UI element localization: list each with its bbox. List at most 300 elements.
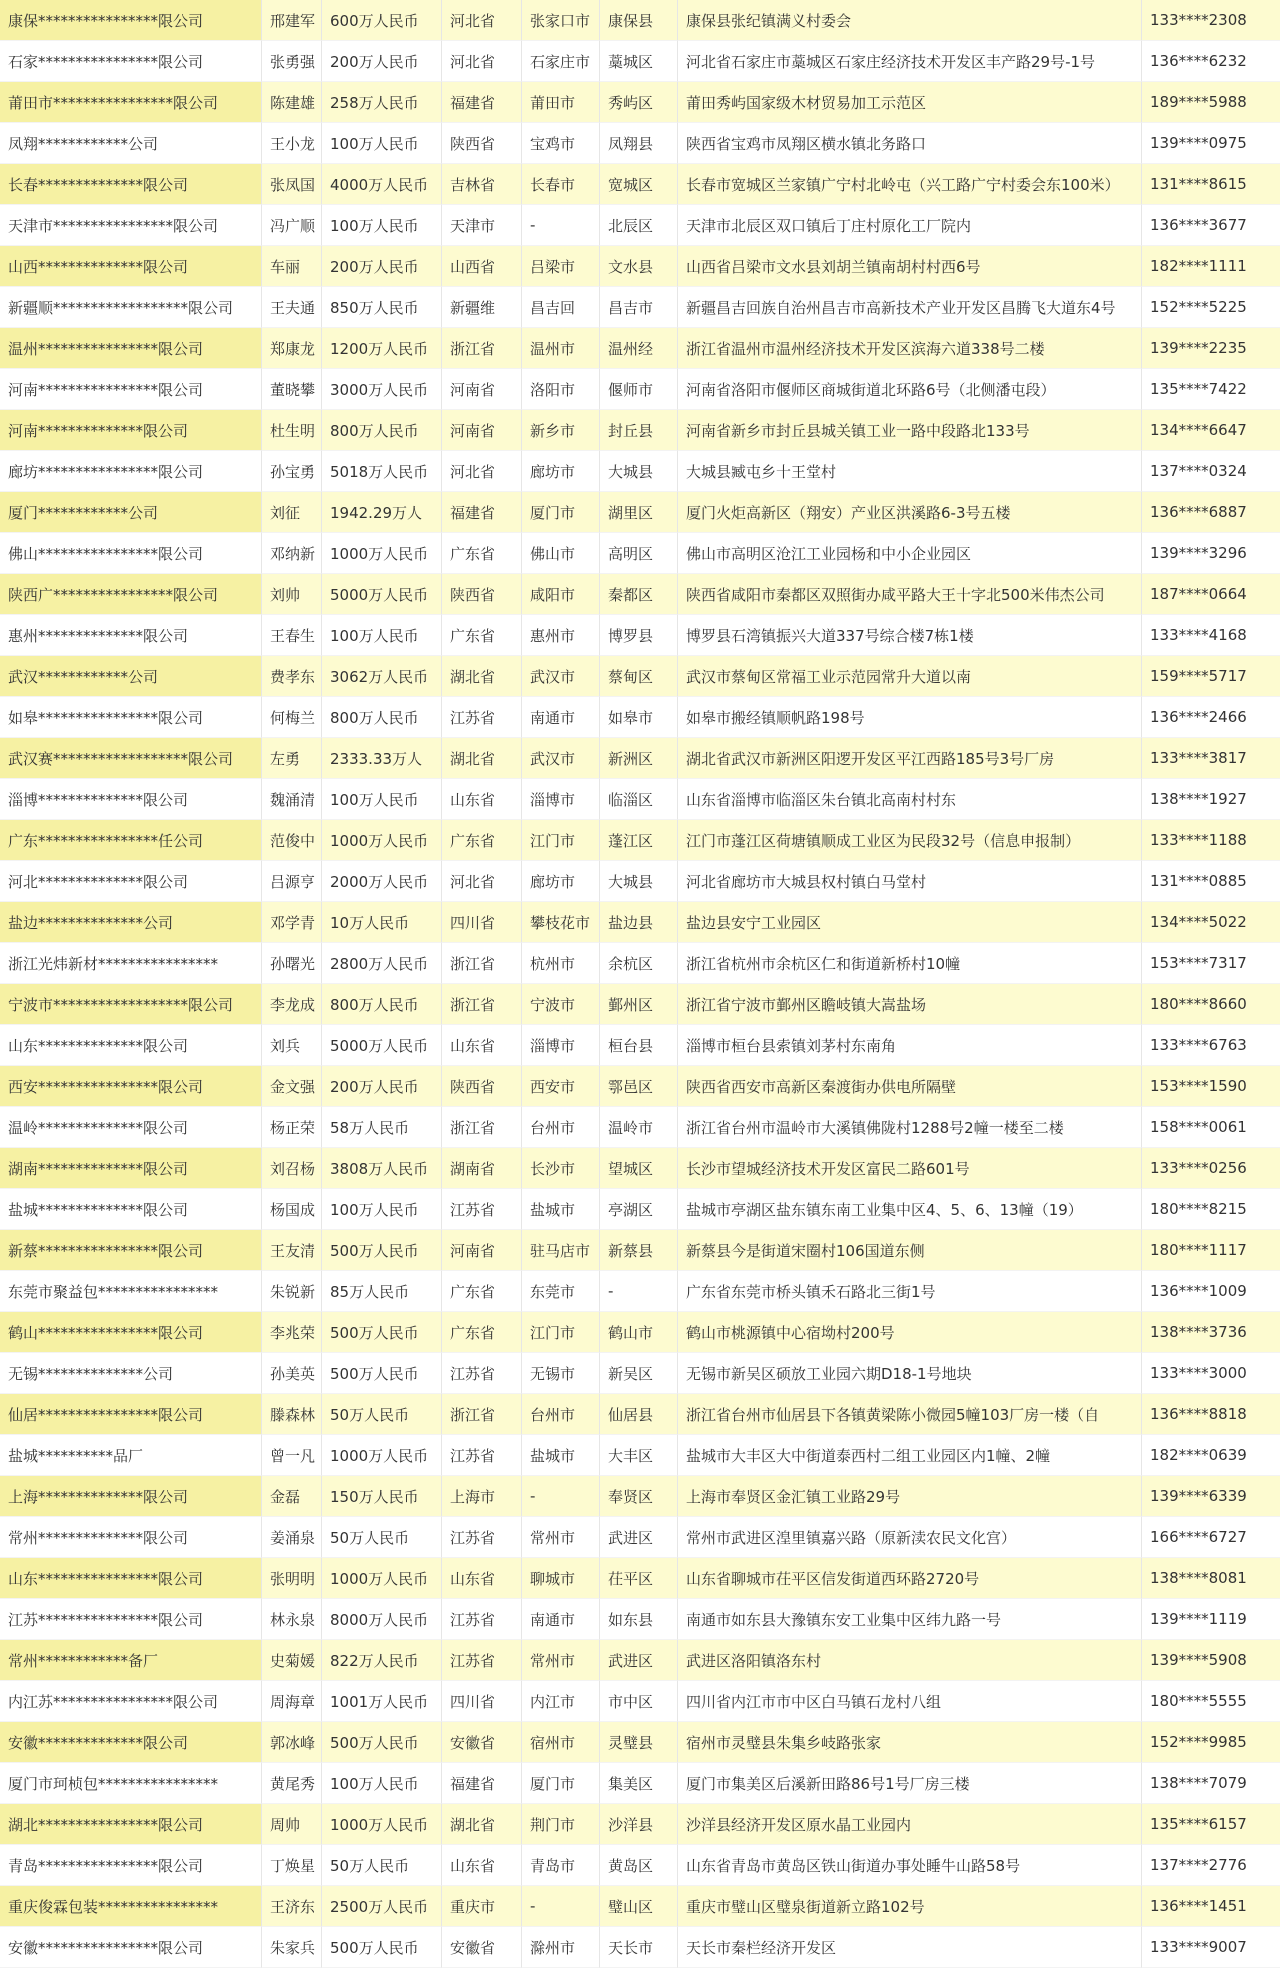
- capital-cell: 50万人民币: [322, 1517, 442, 1558]
- legal-rep-cell: 孙宝勇: [262, 451, 322, 492]
- phone-cell: 135****7422: [1142, 369, 1280, 410]
- legal-rep-cell: 刘兵: [262, 1025, 322, 1066]
- province-cell: 河北省: [442, 861, 522, 902]
- district-cell: 封丘县: [600, 410, 678, 451]
- district-cell: -: [600, 1271, 678, 1312]
- district-cell: 如东县: [600, 1599, 678, 1640]
- province-cell: 吉林省: [442, 164, 522, 205]
- legal-rep-cell: 范俊中: [262, 820, 322, 861]
- table-row: [0, 533, 1280, 574]
- table-row: [0, 779, 1280, 820]
- company-name-cell: 山东****************限公司: [0, 1558, 262, 1599]
- capital-cell: 100万人民币: [322, 205, 442, 246]
- table-row: [0, 656, 1280, 697]
- address-cell: 河南省新乡市封丘县城关镇工业一路中段路北133号: [678, 410, 1142, 451]
- address-cell: 山东省淄博市临淄区朱台镇北高南村村东: [678, 779, 1142, 820]
- capital-cell: 100万人民币: [322, 615, 442, 656]
- district-cell: 大城县: [600, 861, 678, 902]
- table-row: [0, 1066, 1280, 1107]
- phone-cell: 153****1590: [1142, 1066, 1280, 1107]
- phone-cell: 131****0885: [1142, 861, 1280, 902]
- legal-rep-cell: 何梅兰: [262, 697, 322, 738]
- capital-cell: 85万人民币: [322, 1271, 442, 1312]
- legal-rep-cell: 吕源亨: [262, 861, 322, 902]
- address-cell: 重庆市璧山区璧泉街道新立路102号: [678, 1886, 1142, 1927]
- phone-cell: 131****8615: [1142, 164, 1280, 205]
- city-cell: 青岛市: [522, 1845, 600, 1886]
- province-cell: 江苏省: [442, 1599, 522, 1640]
- city-cell: 昌吉回: [522, 287, 600, 328]
- table-row: [0, 1230, 1280, 1271]
- legal-rep-cell: 金磊: [262, 1476, 322, 1517]
- legal-rep-cell: 曾一凡: [262, 1435, 322, 1476]
- province-cell: 河北省: [442, 451, 522, 492]
- address-cell: 长沙市望城经济技术开发区富民二路601号: [678, 1148, 1142, 1189]
- company-name-cell: 惠州**************限公司: [0, 615, 262, 656]
- city-cell: 常州市: [522, 1640, 600, 1681]
- capital-cell: 100万人民币: [322, 123, 442, 164]
- phone-cell: 133****2308: [1142, 0, 1280, 41]
- capital-cell: 500万人民币: [322, 1927, 442, 1968]
- phone-cell: 153****7317: [1142, 943, 1280, 984]
- legal-rep-cell: 金文强: [262, 1066, 322, 1107]
- district-cell: 仙居县: [600, 1394, 678, 1435]
- company-name-cell: 无锡**************公司: [0, 1353, 262, 1394]
- capital-cell: 4000万人民币: [322, 164, 442, 205]
- address-cell: 厦门市集美区后溪新田路86号1号厂房三楼: [678, 1763, 1142, 1804]
- capital-cell: 500万人民币: [322, 1312, 442, 1353]
- phone-cell: 136****1451: [1142, 1886, 1280, 1927]
- company-name-cell: 内江苏****************限公司: [0, 1681, 262, 1722]
- district-cell: 市中区: [600, 1681, 678, 1722]
- company-name-cell: 厦门************公司: [0, 492, 262, 533]
- table-row: [0, 205, 1280, 246]
- capital-cell: 200万人民币: [322, 246, 442, 287]
- legal-rep-cell: 杨国成: [262, 1189, 322, 1230]
- district-cell: 博罗县: [600, 615, 678, 656]
- table-row: [0, 861, 1280, 902]
- company-name-cell: 广东****************任公司: [0, 820, 262, 861]
- table-row: [0, 41, 1280, 82]
- capital-cell: 10万人民币: [322, 902, 442, 943]
- legal-rep-cell: 李龙成: [262, 984, 322, 1025]
- address-cell: 鹤山市桃源镇中心宿坳村200号: [678, 1312, 1142, 1353]
- district-cell: 鄞州区: [600, 984, 678, 1025]
- company-name-cell: 重庆俊霖包装****************: [0, 1886, 262, 1927]
- address-cell: 盐边县安宁工业园区: [678, 902, 1142, 943]
- capital-cell: 500万人民币: [322, 1722, 442, 1763]
- city-cell: 聊城市: [522, 1558, 600, 1599]
- capital-cell: 850万人民币: [322, 287, 442, 328]
- city-cell: 西安市: [522, 1066, 600, 1107]
- table-row: [0, 1353, 1280, 1394]
- city-cell: 荆门市: [522, 1804, 600, 1845]
- phone-cell: 159****5717: [1142, 656, 1280, 697]
- city-cell: 廊坊市: [522, 861, 600, 902]
- province-cell: 河北省: [442, 41, 522, 82]
- phone-cell: 135****6157: [1142, 1804, 1280, 1845]
- city-cell: 武汉市: [522, 656, 600, 697]
- phone-cell: 166****6727: [1142, 1517, 1280, 1558]
- city-cell: 宝鸡市: [522, 123, 600, 164]
- city-cell: 武汉市: [522, 738, 600, 779]
- capital-cell: 1200万人民币: [322, 328, 442, 369]
- province-cell: 广东省: [442, 820, 522, 861]
- city-cell: 厦门市: [522, 1763, 600, 1804]
- province-cell: 湖北省: [442, 656, 522, 697]
- table-row: [0, 615, 1280, 656]
- city-cell: 新乡市: [522, 410, 600, 451]
- province-cell: 四川省: [442, 902, 522, 943]
- table-row: [0, 451, 1280, 492]
- phone-cell: 133****3817: [1142, 738, 1280, 779]
- company-name-cell: 仙居****************限公司: [0, 1394, 262, 1435]
- company-name-cell: 莆田市****************限公司: [0, 82, 262, 123]
- table-row: [0, 943, 1280, 984]
- city-cell: 驻马店市: [522, 1230, 600, 1271]
- capital-cell: 2500万人民币: [322, 1886, 442, 1927]
- province-cell: 广东省: [442, 1271, 522, 1312]
- city-cell: 长春市: [522, 164, 600, 205]
- company-name-cell: 河南****************限公司: [0, 369, 262, 410]
- legal-rep-cell: 陈建雄: [262, 82, 322, 123]
- address-cell: 广东省东莞市桥头镇禾石路北三街1号: [678, 1271, 1142, 1312]
- capital-cell: 800万人民币: [322, 984, 442, 1025]
- city-cell: 石家庄市: [522, 41, 600, 82]
- district-cell: 鄠邑区: [600, 1066, 678, 1107]
- company-name-cell: 如皋****************限公司: [0, 697, 262, 738]
- company-name-cell: 山东**************限公司: [0, 1025, 262, 1066]
- table-row: [0, 1599, 1280, 1640]
- table-row: [0, 1476, 1280, 1517]
- company-name-cell: 佛山****************限公司: [0, 533, 262, 574]
- province-cell: 湖北省: [442, 1804, 522, 1845]
- city-cell: 淄博市: [522, 779, 600, 820]
- phone-cell: 182****1111: [1142, 246, 1280, 287]
- district-cell: 秀屿区: [600, 82, 678, 123]
- legal-rep-cell: 张勇强: [262, 41, 322, 82]
- phone-cell: 180****8660: [1142, 984, 1280, 1025]
- province-cell: 江苏省: [442, 1640, 522, 1681]
- address-cell: 盐城市大丰区大中街道泰西村二组工业园区内1幢、2幢: [678, 1435, 1142, 1476]
- city-cell: 杭州市: [522, 943, 600, 984]
- legal-rep-cell: 孙美英: [262, 1353, 322, 1394]
- district-cell: 康保县: [600, 0, 678, 41]
- city-cell: 淄博市: [522, 1025, 600, 1066]
- phone-cell: 133****0256: [1142, 1148, 1280, 1189]
- district-cell: 昌吉市: [600, 287, 678, 328]
- province-cell: 新疆维: [442, 287, 522, 328]
- phone-cell: 158****0061: [1142, 1107, 1280, 1148]
- capital-cell: 1001万人民币: [322, 1681, 442, 1722]
- address-cell: 莆田秀屿国家级木材贸易加工示范区: [678, 82, 1142, 123]
- capital-cell: 1000万人民币: [322, 1804, 442, 1845]
- table-row: [0, 1189, 1280, 1230]
- company-name-cell: 青岛****************限公司: [0, 1845, 262, 1886]
- province-cell: 江苏省: [442, 1353, 522, 1394]
- address-cell: 常州市武进区湟里镇嘉兴路（原新渎农民文化宫）: [678, 1517, 1142, 1558]
- district-cell: 璧山区: [600, 1886, 678, 1927]
- address-cell: 浙江省杭州市余杭区仁和街道新桥村10幢: [678, 943, 1142, 984]
- phone-cell: 133****4168: [1142, 615, 1280, 656]
- legal-rep-cell: 邢建军: [262, 0, 322, 41]
- district-cell: 余杭区: [600, 943, 678, 984]
- company-name-cell: 新疆顺******************限公司: [0, 287, 262, 328]
- phone-cell: 180****1117: [1142, 1230, 1280, 1271]
- legal-rep-cell: 王小龙: [262, 123, 322, 164]
- phone-cell: 136****3677: [1142, 205, 1280, 246]
- phone-cell: 189****5988: [1142, 82, 1280, 123]
- company-name-cell: 陕西广****************限公司: [0, 574, 262, 615]
- province-cell: 天津市: [442, 205, 522, 246]
- capital-cell: 3000万人民币: [322, 369, 442, 410]
- phone-cell: 136****6887: [1142, 492, 1280, 533]
- address-cell: 陕西省西安市高新区秦渡街办供电所隔壁: [678, 1066, 1142, 1107]
- table-row: [0, 1517, 1280, 1558]
- phone-cell: 139****0975: [1142, 123, 1280, 164]
- province-cell: 河南省: [442, 410, 522, 451]
- legal-rep-cell: 郑康龙: [262, 328, 322, 369]
- table-row: [0, 1681, 1280, 1722]
- address-cell: 盐城市亭湖区盐东镇东南工业集中区4、5、6、13幢（19）: [678, 1189, 1142, 1230]
- city-cell: 南通市: [522, 1599, 600, 1640]
- legal-rep-cell: 邓纳新: [262, 533, 322, 574]
- address-cell: 河南省洛阳市偃师区商城街道北环路6号（北侧潘屯段）: [678, 369, 1142, 410]
- city-cell: 东莞市: [522, 1271, 600, 1312]
- phone-cell: 187****0664: [1142, 574, 1280, 615]
- district-cell: 蔡甸区: [600, 656, 678, 697]
- table-row: [0, 82, 1280, 123]
- district-cell: 文水县: [600, 246, 678, 287]
- legal-rep-cell: 王春生: [262, 615, 322, 656]
- phone-cell: 152****9985: [1142, 1722, 1280, 1763]
- capital-cell: 822万人民币: [322, 1640, 442, 1681]
- district-cell: 温州经: [600, 328, 678, 369]
- capital-cell: 3808万人民币: [322, 1148, 442, 1189]
- district-cell: 偃师市: [600, 369, 678, 410]
- legal-rep-cell: 王夫通: [262, 287, 322, 328]
- province-cell: 浙江省: [442, 943, 522, 984]
- phone-cell: 134****5022: [1142, 902, 1280, 943]
- table-row: [0, 1763, 1280, 1804]
- capital-cell: 2800万人民币: [322, 943, 442, 984]
- province-cell: 江苏省: [442, 697, 522, 738]
- district-cell: 临淄区: [600, 779, 678, 820]
- city-cell: 宿州市: [522, 1722, 600, 1763]
- district-cell: 盐边县: [600, 902, 678, 943]
- legal-rep-cell: 周帅: [262, 1804, 322, 1845]
- city-cell: 江门市: [522, 820, 600, 861]
- legal-rep-cell: 林永泉: [262, 1599, 322, 1640]
- address-cell: 江门市蓬江区荷塘镇顺成工业区为民段32号（信息申报制）: [678, 820, 1142, 861]
- table-row: [0, 902, 1280, 943]
- company-name-cell: 淄博**************限公司: [0, 779, 262, 820]
- legal-rep-cell: 车丽: [262, 246, 322, 287]
- district-cell: 秦都区: [600, 574, 678, 615]
- address-cell: 山西省吕梁市文水县刘胡兰镇南胡村村西6号: [678, 246, 1142, 287]
- province-cell: 江苏省: [442, 1435, 522, 1476]
- legal-rep-cell: 魏涌清: [262, 779, 322, 820]
- province-cell: 四川省: [442, 1681, 522, 1722]
- table-row: [0, 1558, 1280, 1599]
- district-cell: 藁城区: [600, 41, 678, 82]
- address-cell: 天津市北辰区双口镇后丁庄村原化工厂院内: [678, 205, 1142, 246]
- phone-cell: 138****8081: [1142, 1558, 1280, 1599]
- address-cell: 武进区洛阳镇洛东村: [678, 1640, 1142, 1681]
- city-cell: 廊坊市: [522, 451, 600, 492]
- phone-cell: 137****0324: [1142, 451, 1280, 492]
- capital-cell: 100万人民币: [322, 779, 442, 820]
- company-name-cell: 安徽****************限公司: [0, 1927, 262, 1968]
- address-cell: 陕西省宝鸡市凤翔区横水镇北务路口: [678, 123, 1142, 164]
- district-cell: 武进区: [600, 1640, 678, 1681]
- capital-cell: 1000万人民币: [322, 533, 442, 574]
- company-name-cell: 湖北****************限公司: [0, 1804, 262, 1845]
- province-cell: 浙江省: [442, 328, 522, 369]
- district-cell: 茌平区: [600, 1558, 678, 1599]
- district-cell: 宽城区: [600, 164, 678, 205]
- company-name-cell: 山西**************限公司: [0, 246, 262, 287]
- city-cell: 内江市: [522, 1681, 600, 1722]
- province-cell: 山西省: [442, 246, 522, 287]
- company-name-cell: 康保****************限公司: [0, 0, 262, 41]
- capital-cell: 100万人民币: [322, 1189, 442, 1230]
- company-name-cell: 河北**************限公司: [0, 861, 262, 902]
- province-cell: 广东省: [442, 533, 522, 574]
- district-cell: 高明区: [600, 533, 678, 574]
- district-cell: 灵璧县: [600, 1722, 678, 1763]
- capital-cell: 1942.29万人: [322, 492, 442, 533]
- phone-cell: 138****1927: [1142, 779, 1280, 820]
- company-name-cell: 温州****************限公司: [0, 328, 262, 369]
- company-name-cell: 江苏****************限公司: [0, 1599, 262, 1640]
- legal-rep-cell: 王友清: [262, 1230, 322, 1271]
- company-name-cell: 武汉赛******************限公司: [0, 738, 262, 779]
- legal-rep-cell: 滕森林: [262, 1394, 322, 1435]
- province-cell: 重庆市: [442, 1886, 522, 1927]
- phone-cell: 182****0639: [1142, 1435, 1280, 1476]
- table-row: [0, 1886, 1280, 1927]
- province-cell: 山东省: [442, 1845, 522, 1886]
- address-cell: 四川省内江市市中区白马镇石龙村八组: [678, 1681, 1142, 1722]
- district-cell: 湖里区: [600, 492, 678, 533]
- legal-rep-cell: 郭冰峰: [262, 1722, 322, 1763]
- table-row: [0, 1312, 1280, 1353]
- company-name-cell: 西安****************限公司: [0, 1066, 262, 1107]
- address-cell: 长春市宽城区兰家镇广宁村北岭屯（兴工路广宁村委会东100米）: [678, 164, 1142, 205]
- city-cell: 洛阳市: [522, 369, 600, 410]
- table-row: [0, 287, 1280, 328]
- capital-cell: 58万人民币: [322, 1107, 442, 1148]
- address-cell: 如皋市搬经镇顺帆路198号: [678, 697, 1142, 738]
- address-cell: 新蔡县今是街道宋圈村106国道东侧: [678, 1230, 1142, 1271]
- company-name-cell: 盐城**************限公司: [0, 1189, 262, 1230]
- company-name-cell: 新蔡****************限公司: [0, 1230, 262, 1271]
- city-cell: 温州市: [522, 328, 600, 369]
- province-cell: 广东省: [442, 1312, 522, 1353]
- district-cell: 沙洋县: [600, 1804, 678, 1845]
- district-cell: 温岭市: [600, 1107, 678, 1148]
- capital-cell: 1000万人民币: [322, 1435, 442, 1476]
- table-row: [0, 1927, 1280, 1968]
- address-cell: 浙江省温州市温州经济技术开发区滨海六道338号二楼: [678, 328, 1142, 369]
- capital-cell: 2000万人民币: [322, 861, 442, 902]
- table-row: [0, 1394, 1280, 1435]
- table-row: [0, 984, 1280, 1025]
- company-name-cell: 宁波市******************限公司: [0, 984, 262, 1025]
- province-cell: 浙江省: [442, 1107, 522, 1148]
- address-cell: 大城县臧屯乡十王堂村: [678, 451, 1142, 492]
- legal-rep-cell: 刘帅: [262, 574, 322, 615]
- company-name-cell: 浙江光炜新材****************: [0, 943, 262, 984]
- capital-cell: 50万人民币: [322, 1394, 442, 1435]
- province-cell: 广东省: [442, 615, 522, 656]
- legal-rep-cell: 冯广顺: [262, 205, 322, 246]
- capital-cell: 1000万人民币: [322, 820, 442, 861]
- address-cell: 沙洋县经济开发区原水晶工业园内: [678, 1804, 1142, 1845]
- district-cell: 大丰区: [600, 1435, 678, 1476]
- table-row: [0, 1640, 1280, 1681]
- table-row: [0, 574, 1280, 615]
- company-name-cell: 长春**************限公司: [0, 164, 262, 205]
- capital-cell: 5000万人民币: [322, 574, 442, 615]
- legal-rep-cell: 杜生明: [262, 410, 322, 451]
- table-row: [0, 1435, 1280, 1476]
- phone-cell: 136****6232: [1142, 41, 1280, 82]
- city-cell: 台州市: [522, 1107, 600, 1148]
- capital-cell: 800万人民币: [322, 697, 442, 738]
- district-cell: 黄岛区: [600, 1845, 678, 1886]
- district-cell: 奉贤区: [600, 1476, 678, 1517]
- table-row: [0, 1722, 1280, 1763]
- phone-cell: 139****3296: [1142, 533, 1280, 574]
- capital-cell: 200万人民币: [322, 1066, 442, 1107]
- legal-rep-cell: 费孝东: [262, 656, 322, 697]
- address-cell: 淄博市桓台县索镇刘茅村东南角: [678, 1025, 1142, 1066]
- capital-cell: 200万人民币: [322, 41, 442, 82]
- legal-rep-cell: 丁焕星: [262, 1845, 322, 1886]
- table-row: [0, 246, 1280, 287]
- district-cell: 亭湖区: [600, 1189, 678, 1230]
- phone-cell: 133****3000: [1142, 1353, 1280, 1394]
- company-name-cell: 上海**************限公司: [0, 1476, 262, 1517]
- city-cell: 佛山市: [522, 533, 600, 574]
- capital-cell: 5000万人民币: [322, 1025, 442, 1066]
- city-cell: 吕梁市: [522, 246, 600, 287]
- legal-rep-cell: 李兆荣: [262, 1312, 322, 1353]
- phone-cell: 139****1119: [1142, 1599, 1280, 1640]
- phone-cell: 139****2235: [1142, 328, 1280, 369]
- company-name-cell: 湖南**************限公司: [0, 1148, 262, 1189]
- district-cell: 武进区: [600, 1517, 678, 1558]
- legal-rep-cell: 王济东: [262, 1886, 322, 1927]
- phone-cell: 134****6647: [1142, 410, 1280, 451]
- province-cell: 陕西省: [442, 1066, 522, 1107]
- address-cell: 浙江省宁波市鄞州区瞻岐镇大嵩盐场: [678, 984, 1142, 1025]
- capital-cell: 600万人民币: [322, 0, 442, 41]
- legal-rep-cell: 刘召杨: [262, 1148, 322, 1189]
- address-cell: 湖北省武汉市新洲区阳逻开发区平江西路185号3号厂房: [678, 738, 1142, 779]
- legal-rep-cell: 朱锐新: [262, 1271, 322, 1312]
- city-cell: -: [522, 205, 600, 246]
- company-name-cell: 河南**************限公司: [0, 410, 262, 451]
- phone-cell: 138****7079: [1142, 1763, 1280, 1804]
- district-cell: 新蔡县: [600, 1230, 678, 1271]
- table-row: [0, 0, 1280, 41]
- city-cell: 张家口市: [522, 0, 600, 41]
- table-row: [0, 369, 1280, 410]
- phone-cell: 137****2776: [1142, 1845, 1280, 1886]
